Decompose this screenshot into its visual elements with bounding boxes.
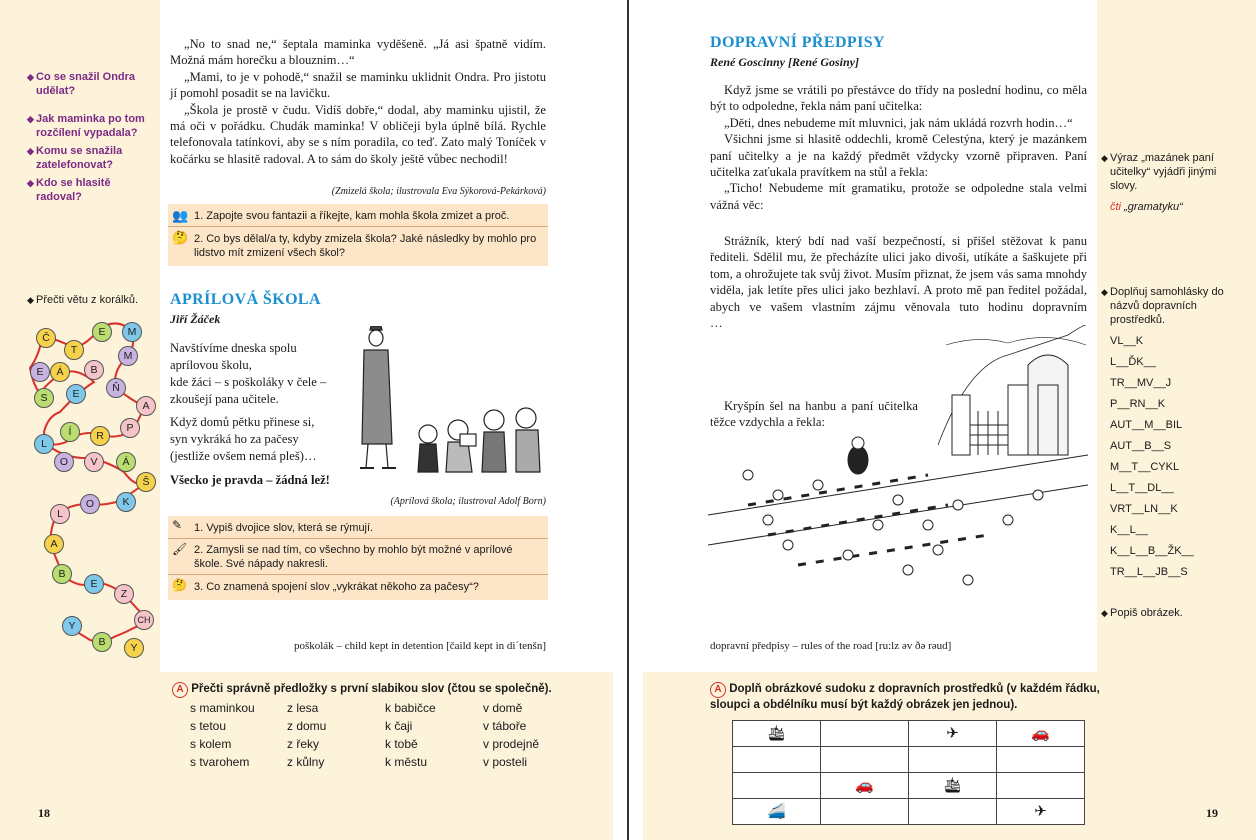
margin-question: ◆ Co se snažil Ondra udělat?	[27, 71, 136, 97]
bead: CH	[134, 610, 154, 630]
vowel-word: L__T__DL__	[1110, 482, 1174, 494]
bead: Á	[50, 362, 70, 382]
task-item: 3. Co znamená spojení slov „vykrákat někoho za pačesy“?	[194, 581, 479, 593]
sudoku-cell[interactable]	[821, 747, 909, 773]
sudoku-cell[interactable]	[733, 721, 821, 747]
poem-author: Jiří Žáček	[170, 312, 221, 326]
ship-icon: 🛳	[942, 778, 963, 794]
vowel-word: L__ĎK__	[1110, 356, 1156, 368]
right-exercise-title: A Doplň obrázkové sudoku z dopravních prostředků (v každém řádku, sloupci a obdélníku musí být každý obrázek jen jednou).	[710, 683, 1100, 711]
picture-sudoku	[732, 720, 1085, 825]
bead: Y	[62, 616, 82, 636]
sudoku-cell[interactable]	[909, 721, 997, 747]
bead: A	[44, 534, 64, 554]
paragraph: Strážník, který bdí nad vaší bezpečností, si přišel stěžovat k panu řediteli. Sdělil mu, že přecházíte ulici jako divoši, utíkáte a šaškujete při tom, a ohrožujete tak svůj život. Musím přiznat, že jsem vás sama mnohdy viděla, jak letíte přes ulici jako bezhlaví. A proto mě pan ředitel požádal, abych ve vašem vlastním zájmu věnovala tuto hodinu dopravním	[710, 234, 1087, 314]
bead: T	[64, 340, 84, 360]
bead: O	[80, 494, 100, 514]
vocabulary-gloss: dopravní předpisy – rules of the road [ru:lz əv ðə rəud]	[710, 640, 952, 652]
poem-line: (jestliže ovšem nemá pleš)…	[170, 449, 317, 463]
prep-word: k tobě	[385, 737, 418, 751]
paragraph: „Děti, dnes nebudeme mít mluvnici, jak nám ukládá rozvrh hodin…“	[724, 115, 1073, 130]
bead: M	[122, 322, 142, 342]
divider	[168, 538, 548, 539]
sudoku-cell[interactable]	[909, 773, 997, 799]
bead-chain	[0, 310, 160, 670]
notebook-icon: ✎	[172, 518, 183, 532]
sudoku-cell[interactable]	[997, 773, 1085, 799]
vowel-word: K__L__	[1110, 524, 1148, 536]
bead: P	[120, 418, 140, 438]
bead: Ň	[106, 378, 126, 398]
bead: B	[52, 564, 72, 584]
vocabulary-gloss: poškolák – child kept in detention [čaild kept in di´tenšn]	[293, 640, 546, 652]
bead: R	[90, 426, 110, 446]
bead: L	[50, 504, 70, 524]
prep-column-v	[483, 699, 539, 771]
sudoku-cell[interactable]	[997, 747, 1085, 773]
prep-word: v posteli	[483, 755, 528, 769]
story2-text-middle	[710, 233, 1087, 315]
bead: Í	[60, 422, 80, 442]
task-box	[168, 204, 548, 266]
task-item: 1. Zapojte svou fantazii a říkejte, kam mohla škola zmizet a proč.	[194, 210, 510, 222]
bead-instruction: ◆ Přečti větu z korálků.	[27, 294, 139, 306]
task-box	[168, 516, 548, 600]
page-gutter	[627, 0, 629, 840]
bead: E	[30, 362, 50, 382]
vowel-word: AUT__M__BIL	[1110, 419, 1183, 431]
paragraph: „Ticho! Nebudeme mít gramatiku, protože se odpoledne stala velmi vážná věc:	[710, 181, 1087, 212]
margin-question: ◆ Jak maminka po tom rozčílení vypadala?	[27, 113, 145, 139]
train-icon: 🚄	[767, 804, 786, 820]
prep-word: s tvarohem	[190, 755, 250, 769]
thinking-child-icon: 🤔	[172, 578, 187, 592]
prep-word: s maminkou	[190, 701, 255, 715]
bead: Z	[114, 584, 134, 604]
car-icon: 🚗	[1031, 726, 1050, 742]
paragraph: Když jsme se vrátili po přestávce do třídy na poslední hodinu, co měla být to odpoledne, řekla nám paní učitelka:	[710, 83, 1087, 114]
story2-text-top	[710, 82, 1087, 213]
prep-word: z domu	[287, 719, 327, 733]
poem-line: syn vykráká ho za pačesy	[170, 432, 299, 446]
sudoku-cell[interactable]	[997, 721, 1085, 747]
bead: O	[54, 452, 74, 472]
prep-word: k městu	[385, 755, 428, 769]
page-number-right: 19	[1206, 806, 1218, 820]
prep-column-k	[385, 699, 436, 771]
paragraph: „Mami, to je v pohodě,“ snažil se maminku uklidnit Ondra. Pro jistotu jí pomohl posadit se na lavičku.	[170, 69, 546, 101]
prep-column-z	[287, 699, 326, 771]
poem-line: Navštívíme dneska spolu	[170, 341, 297, 355]
sudoku-cell[interactable]	[997, 799, 1085, 825]
paragraph: Všichni jsme si hlasitě oddechli, kromě Celestýna, který je mazánkem paní učitelky a je na každý předmět vždycky vzorně připraven. Paní učitelka zaťukala pravítkem na stůl a řekla:	[710, 132, 1087, 180]
paragraph: „No to snad ne,“ šeptala maminka vyděšeně. „Já asi špatně vidím. Možná mám horečku a blouznim…“	[170, 37, 546, 68]
poem-stanza-1	[170, 340, 326, 408]
bead: B	[84, 360, 104, 380]
story-title: DOPRAVNÍ PŘEDPISY	[710, 34, 885, 51]
airplane-icon: ✈	[946, 726, 959, 742]
airplane-icon: ✈	[1034, 804, 1047, 820]
bead: L	[34, 434, 54, 454]
poem-line: aprílovou školu,	[170, 358, 252, 372]
sudoku-cell[interactable]	[821, 799, 909, 825]
task-item: 1. Vypiš dvojice slov, která se rýmují.	[194, 522, 374, 534]
margin-question: ◆ Kdo se hlasitě radoval?	[27, 177, 111, 203]
paragraph: Kryšpín šel na hanbu a paní učitelka těžce vzdychla a řekla:	[710, 399, 918, 430]
prep-word: s tetou	[190, 719, 227, 733]
prep-word: z kůlny	[287, 755, 325, 769]
prep-word: z lesa	[287, 701, 319, 715]
margin-question: ◆ Komu se snažila zatelefonovat?	[27, 145, 123, 171]
paintbrush-icon: 🖌	[172, 542, 188, 556]
poem-title: APRÍLOVÁ ŠKOLA	[170, 291, 321, 308]
school-illustration	[348, 326, 544, 476]
prep-word: v táboře	[483, 719, 527, 733]
vowel-word: AUT__B__S	[1110, 440, 1172, 452]
prep-word: v prodejně	[483, 737, 540, 751]
prep-word: k babičce	[385, 701, 436, 715]
bead: E	[92, 322, 112, 342]
prep-column-s	[190, 699, 255, 771]
bead: E	[84, 574, 104, 594]
left-exercise-title: A Přečti správně předložky s první slabikou slov (čtou se společně).	[172, 682, 592, 698]
vowel-word: M__T__CYKL	[1110, 461, 1180, 473]
bead: E	[66, 384, 86, 404]
bead: B	[92, 632, 112, 652]
illustration-credit: (Zmizelá škola; ilustrovala Eva Sýkorová-Pekárková)	[331, 186, 546, 197]
vowels-instruction: ◆ Doplňuj samohlásky do názvů dopravních prostředků.	[1101, 286, 1224, 326]
vowel-word: TR__MV__J	[1110, 377, 1172, 389]
story1-text	[170, 36, 546, 167]
task-item: 2. Co bys dělal/a ty, kdyby zmizela škola? Jaké následky by mohlo pro lidstvo mít zmizení všech škol?	[194, 233, 537, 259]
prep-word: k čaji	[385, 719, 413, 733]
vowel-word: P__RN__K	[1110, 398, 1166, 410]
sudoku-cell[interactable]	[733, 773, 821, 799]
bead: Č	[36, 328, 56, 348]
illustration-credit: (Aprílová škola; ilustroval Adolf Born)	[390, 496, 546, 507]
page-number-left: 18	[38, 806, 50, 820]
bead: M	[118, 346, 138, 366]
story-author: René Goscinny [René Gosiny]	[710, 55, 859, 69]
sudoku-cell[interactable]	[733, 747, 821, 773]
paragraph: „Škola je prostě v čudu. Vidíš dobře,“ dodal, aby maminku ujistil, že má oči v pořádku. Chudák maminka! V obličeji byla úplně bílá. Rychle telefonovala tatínkovi, aby se s ním poradila, co teď. Zato malý Toníček v kočárku se hlasitě radoval. A to sám do školy ještě vůbec nechodil!	[170, 102, 546, 166]
prep-word: v domě	[483, 701, 523, 715]
bead: K	[116, 492, 136, 512]
thinking-child-icon: 🤔	[172, 230, 189, 245]
bead: Š	[136, 472, 156, 492]
expression-note: ◆ Výraz „mazánek paní učitelky“ vyjádři jinými slovy.	[1101, 152, 1217, 192]
vowel-word: K__L__B__ŽK__	[1110, 545, 1194, 557]
vowel-word: TR__L__JB__S	[1110, 566, 1188, 578]
car-icon: 🚗	[855, 778, 874, 794]
prep-word: z řeky	[287, 737, 320, 751]
bead: Á	[116, 452, 136, 472]
ship-icon: 🛳	[766, 726, 787, 742]
sudoku-cell[interactable]	[733, 799, 821, 825]
poem-line: kde žáci – s poškoláky v čele –	[170, 375, 327, 389]
task-item: 2. Zamysli se nad tím, co všechno by mohlo být možné v aprílové škole. Své nápady nakresli.	[194, 544, 513, 570]
bead: S	[34, 388, 54, 408]
prep-word: s kolem	[190, 737, 232, 751]
describe-instruction: ◆ Popiš obrázek.	[1101, 607, 1183, 619]
exercise-label-a: A	[172, 682, 188, 698]
children-icon: 👥	[172, 208, 189, 223]
sudoku-cell[interactable]	[821, 773, 909, 799]
pronunciation-hint: čti „gramatyku“	[1110, 201, 1183, 213]
bead: Y	[124, 638, 144, 658]
poem-stanza-2	[170, 414, 317, 465]
bead: A	[136, 396, 156, 416]
vowel-word: VRT__LN__K	[1110, 503, 1178, 515]
exercise-label-a: A	[710, 682, 726, 698]
sudoku-cell[interactable]	[821, 721, 909, 747]
poem-line: Když domů pětku přinese si,	[170, 415, 315, 429]
vowel-word: VL__K	[1110, 335, 1144, 347]
margin-questions	[27, 70, 154, 204]
poem-line: zkoušejí pana učitele.	[170, 392, 279, 406]
sudoku-cell[interactable]	[909, 799, 997, 825]
divider	[168, 574, 548, 575]
poem-stanza-3: Všecko je pravda – žádná lež!	[170, 473, 330, 487]
paragraph-continued: …	[710, 316, 723, 330]
sudoku-cell[interactable]	[909, 747, 997, 773]
vowel-word-list	[1110, 331, 1194, 583]
divider	[168, 226, 548, 227]
street-crossing-illustration	[708, 325, 1088, 615]
bead: V	[84, 452, 104, 472]
